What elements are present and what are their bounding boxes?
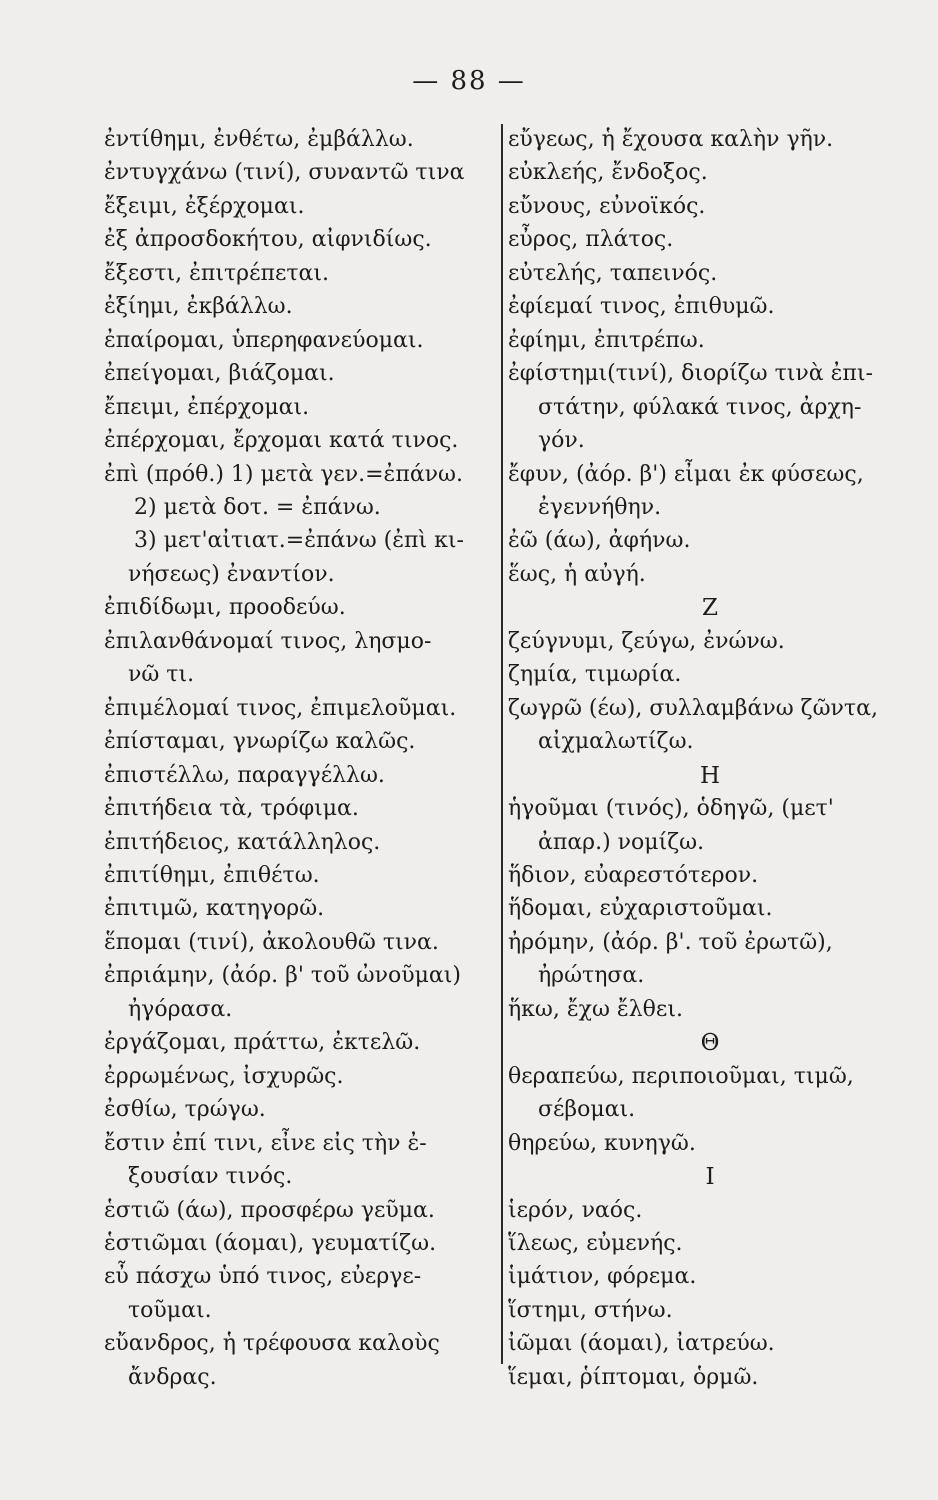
entry-continuation: γόν. xyxy=(538,428,585,454)
entry-line: ἡγοῦμαι (τινός), ὁδηγῶ, (μετ' xyxy=(508,796,834,822)
entry-line: ἔπειμι, ἐπέρχομαι. xyxy=(104,394,310,420)
entry-line: εὐκλεής, ἔνδοξος. xyxy=(508,160,708,186)
entry-line: ἐπιτίθημι, ἐπιθέτω. xyxy=(104,862,320,888)
entry-line: ἠρόμην, (ἀόρ. β'. τοῦ ἐρωτῶ), xyxy=(508,929,833,955)
entry-line: ἥδιον, εὐαρεστότερον. xyxy=(508,862,759,888)
entry-line: ἐξ ἀπροσδοκήτου, αἰφνιδίως. xyxy=(104,227,432,253)
entry-line: ἐπιλανθάνομαί τινος, λησμο- xyxy=(104,628,432,654)
entry-line: ἥδομαι, εὐχαριστοῦμαι. xyxy=(508,896,773,922)
entry-line: ἥκω, ἔχω ἔλθει. xyxy=(508,996,683,1022)
entry-line: ἐῶ (άω), ἀφήνω. xyxy=(508,528,691,554)
entry-line: ζωγρῶ (έω), συλλαμβάνω ζῶντα, xyxy=(508,695,878,721)
entry-line: ἐργάζομαι, πράττω, ἐκτελῶ. xyxy=(104,1030,421,1056)
entry-line: εὔνους, εὐνοϊκός. xyxy=(508,193,706,219)
entry-line: ἕπομαι (τινί), ἀκολουθῶ τινα. xyxy=(104,929,439,955)
section-letter-zeta: Ζ xyxy=(702,595,718,622)
entry-line: θεραπεύω, περιποιοῦμαι, τιμῶ, xyxy=(508,1063,854,1089)
section-letter-iota: Ι xyxy=(705,1164,715,1191)
entry-line: εὐτελής, ταπεινός. xyxy=(508,260,718,286)
entry-line: ἐντυγχάνω (τινί), συναντῶ τινα xyxy=(104,160,465,186)
entry-line: ζεύγνυμι, ζεύγω, ἐνώνω. xyxy=(508,628,785,654)
entry-line: ἐπίσταμαι, γνωρίζω καλῶς. xyxy=(104,729,416,755)
entry-line: ἔξεστι, ἐπιτρέπεται. xyxy=(104,260,330,286)
entry-line: ἐντίθημι, ἐνθέτω, ἐμβάλλω. xyxy=(104,127,414,152)
entry-line: ἐξίημι, ἐκβάλλω. xyxy=(104,294,293,320)
right-column xyxy=(508,128,912,1390)
entry-line: ἐφίστημι(τινί), διορίζω τινὰ ἐπι- xyxy=(508,361,873,387)
entry-line: ἐσθίω, τρώγω. xyxy=(104,1097,266,1123)
entry-line: ἐπριάμην, (ἀόρ. β' τοῦ ὠνοῦμαι) xyxy=(104,963,461,989)
entry-line: ἐπιστέλλω, παραγγέλλω. xyxy=(104,762,385,788)
entry-continuation: ἠγόρασα. xyxy=(128,996,233,1022)
entry-continuation: στάτην, φύλακά τινος, ἀρχη- xyxy=(538,394,862,420)
entry-line: ἐπὶ (πρόθ.) 1) μετὰ γεν.=ἐπάνω. xyxy=(104,461,463,487)
entry-continuation: νήσεως) ἐναντίον. xyxy=(128,561,335,587)
entry-line: ἐφίημι, ἐπιτρέπω. xyxy=(508,327,705,353)
entry-continuation: ἀπαρ.) νομίζω. xyxy=(538,829,705,855)
entry-line: εὖρος, πλάτος. xyxy=(508,227,674,253)
entry-line: εὔανδρος, ἡ τρέφουσα καλοὺς xyxy=(104,1331,440,1357)
entry-line: ἰῶμαι (άομαι), ἰατρεύω. xyxy=(508,1331,775,1357)
entry-line: ἐφίεμαί τινος, ἐπιθυμῶ. xyxy=(508,294,775,320)
entry-line: ἑστιῶ (άω), προσφέρω γεῦμα. xyxy=(104,1197,435,1223)
entry-continuation: τοῦμαι. xyxy=(128,1297,212,1323)
entry-line: ἐπιτήδεια τὰ, τρόφιμα. xyxy=(104,796,359,822)
entry-line: ἔξειμι, ἐξέρχομαι. xyxy=(104,193,305,219)
entry-line: ἕως, ἡ αὐγή. xyxy=(508,561,646,587)
entry-continuation: ἐγεννήθην. xyxy=(538,494,662,520)
entry-continuation: 3) μετ'αἰτιατ.=ἐπάνω (ἐπὶ κι- xyxy=(134,528,464,554)
entry-line: ἔστιν ἐπί τινι, εἶνε εἰς τὴν ἐ- xyxy=(104,1130,427,1156)
entry-line: ἐπιμέλομαί τινος, ἐπιμελοῦμαι. xyxy=(104,695,457,721)
entry-line: ἐρρωμένως, ἰσχυρῶς. xyxy=(104,1063,344,1089)
entry-line: εὔγεως, ἡ ἔχουσα καλὴν γῆν. xyxy=(508,127,834,152)
entry-line: εὖ πάσχω ὑπό τινος, εὐεργε- xyxy=(104,1264,422,1290)
entry-line: ἱμάτιον, φόρεμα. xyxy=(508,1264,697,1290)
entry-line: ἵεμαι, ῥίπτομαι, ὁρμῶ. xyxy=(508,1364,759,1390)
entry-continuation: σέβομαι. xyxy=(538,1097,636,1123)
entry-line: θηρεύω, κυνηγῶ. xyxy=(508,1130,696,1156)
entry-line: ἐπιτιμῶ, κατηγορῶ. xyxy=(104,896,325,922)
entry-line: ἵστημι, στήνω. xyxy=(508,1297,673,1323)
entry-continuation: αἰχμαλωτίζω. xyxy=(538,729,694,755)
entry-line: ἐπέρχομαι, ἔρχομαι κατά τινος. xyxy=(104,428,459,454)
entry-line: ἐπαίρομαι, ὑπερηφανεύομαι. xyxy=(104,327,424,353)
entry-continuation: νῶ τι. xyxy=(128,662,195,688)
entry-line: ἐπιτήδειος, κατάλληλος. xyxy=(104,829,381,855)
entry-line: ἐπιδίδωμι, προοδεύω. xyxy=(104,595,346,621)
entry-continuation: ἠρώτησα. xyxy=(538,963,645,989)
entry-line: ἔφυν, (ἀόρ. β') εἶμαι ἐκ φύσεως, xyxy=(508,461,864,487)
entry-continuation: ξουσίαν τινός. xyxy=(128,1164,293,1190)
section-letter-theta: Θ xyxy=(700,1030,720,1057)
column-divider xyxy=(501,124,503,1364)
entry-continuation: ἄνδρας. xyxy=(128,1364,217,1390)
entry-line: ἐπείγομαι, βιάζομαι. xyxy=(104,361,335,387)
entry-line: ζημία, τιμωρία. xyxy=(508,662,682,688)
left-column xyxy=(104,128,498,1390)
entry-line: ἵλεως, εὐμενής. xyxy=(508,1230,683,1256)
section-letter-eta: Η xyxy=(699,762,721,789)
page-number: — 88 — xyxy=(412,66,526,96)
entry-line: ἑστιῶμαι (άομαι), γευματίζω. xyxy=(104,1230,437,1256)
entry-continuation: 2) μετὰ δοτ. = ἐπάνω. xyxy=(134,494,381,520)
entry-line: ἱερόν, ναός. xyxy=(508,1197,643,1223)
